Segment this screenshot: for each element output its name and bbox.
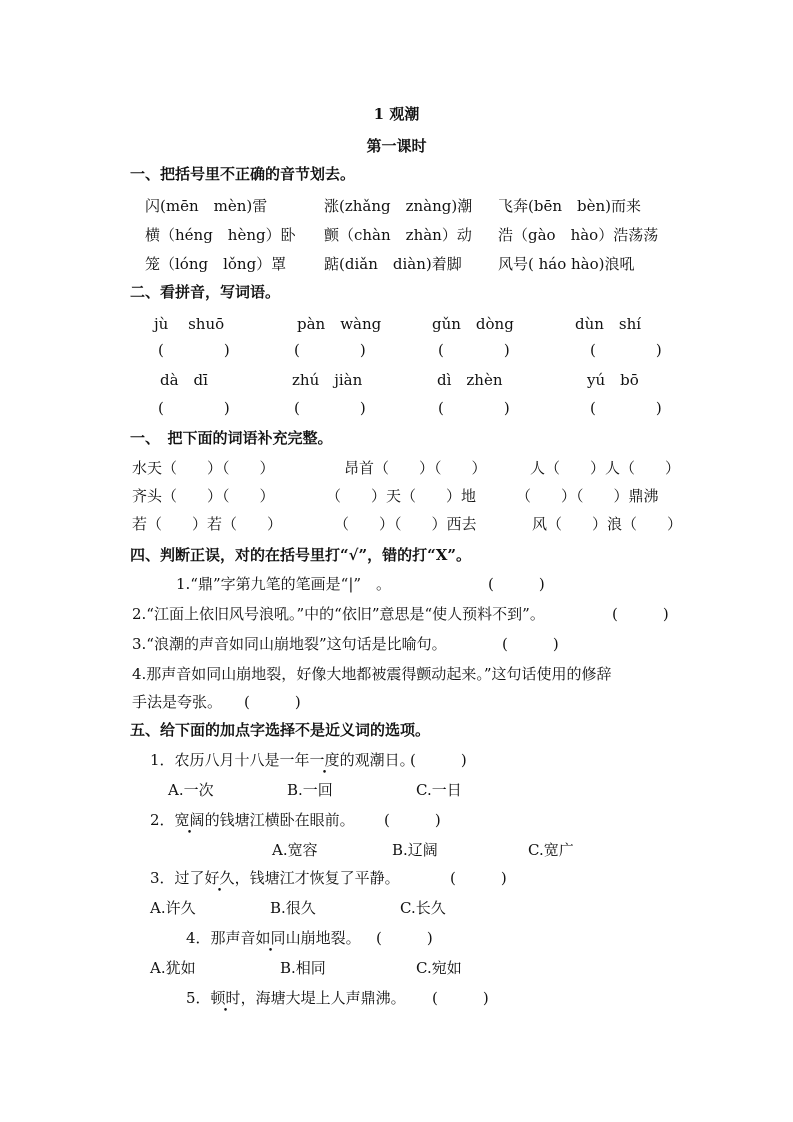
option-b[interactable]: B.一回 — [287, 781, 333, 799]
option-c[interactable]: C.宽广 — [528, 841, 574, 859]
answer-blank[interactable]: ( ) — [294, 341, 366, 359]
answer-blank[interactable]: ( ) — [432, 989, 489, 1007]
pinyin-item: 浩（gào hào）浩荡荡 — [498, 226, 659, 244]
pinyin-item: 风号( háo hào)浪吼 — [498, 255, 635, 273]
pinyin-item: 闪(mēn mèn)雷 — [145, 197, 268, 215]
answer-blank[interactable]: ( ) — [294, 399, 366, 417]
pinyin-prompt: dà dī — [160, 371, 208, 389]
answer-blank[interactable]: ( ) — [410, 751, 467, 769]
pinyin-item: 涨(zhǎng znàng)潮 — [324, 197, 473, 215]
answer-blank[interactable]: ( ) — [384, 811, 441, 829]
answer-blank[interactable]: ( ) — [612, 605, 669, 623]
judge-question-2: 2.“江面上依旧风号浪吼。”中的“依旧”意思是“使人预料不到”。 — [132, 605, 545, 623]
pinyin-item: 飞奔(bēn bèn)而来 — [498, 197, 641, 215]
pinyin-prompt: dì zhèn — [437, 371, 503, 389]
choice-question-2: 2．宽阔的钱塘江横卧在眼前。 — [150, 811, 355, 829]
option-a[interactable]: A.宽容 — [272, 841, 318, 859]
option-a[interactable]: A.许久 — [150, 899, 196, 917]
dotted-word: 宽阔 — [174, 811, 205, 829]
answer-blank[interactable]: ( ) — [502, 635, 559, 653]
option-c[interactable]: C.宛如 — [416, 959, 462, 977]
pinyin-prompt: dùn shí — [575, 315, 642, 333]
pinyin-prompt: yú bō — [587, 371, 639, 389]
option-c[interactable]: C.长久 — [400, 899, 446, 917]
word-fill-item[interactable]: 昂首（ ）（ ） — [344, 459, 487, 477]
answer-blank[interactable]: ( ) — [158, 341, 230, 359]
option-a[interactable]: A.一次 — [168, 781, 214, 799]
section-2-heading: 二、看拼音，写词语。 — [130, 283, 281, 301]
choice-question-1: 1．农历八月十八是一年一度的观潮日。 — [150, 751, 415, 769]
pinyin-prompt: pàn wàng — [297, 315, 382, 333]
answer-blank[interactable]: ( ) — [590, 399, 662, 417]
answer-blank[interactable]: ( ) — [376, 929, 433, 947]
pinyin-prompt: zhú jiàn — [292, 371, 363, 389]
choice-question-4: 4．那声音如同山崩地裂。 — [186, 929, 361, 947]
page-title: 1 观潮 — [373, 105, 420, 123]
answer-blank[interactable]: ( ) — [488, 575, 545, 593]
pinyin-prompt: gǔn dòng — [432, 315, 514, 333]
section-1-heading: 一、把括号里不正确的音节划去。 — [130, 165, 356, 183]
dotted-word: 好久 — [204, 869, 235, 887]
pinyin-item: 踮(diǎn diàn)着脚 — [324, 255, 462, 273]
judge-question-4-cont: 手法是夸张。 — [132, 693, 223, 711]
answer-blank[interactable]: ( ) — [244, 693, 301, 711]
section-4-heading: 四、判断正误，对的在括号里打“√”，错的打“X”。 — [130, 546, 472, 564]
judge-question-4: 4.那声音如同山崩地裂，好像大地都被震得颤动起来。”这句话使用的修辞 — [132, 665, 612, 683]
word-fill-item[interactable]: （ ）天（ ）地 — [326, 487, 477, 505]
choice-question-5: 5．顿时，海塘大堤上人声鼎沸。 — [186, 989, 406, 1007]
word-fill-item[interactable]: 若（ ）若（ ） — [132, 515, 283, 533]
pinyin-item: 颤（chàn zhàn）动 — [324, 226, 472, 244]
option-b[interactable]: B.相同 — [280, 959, 326, 977]
section-5-heading: 五、给下面的加点字选择不是近义词的选项。 — [130, 721, 431, 739]
judge-question-3: 3.“浪潮的声音如同山崩地裂”这句话是比喻句。 — [132, 635, 447, 653]
dotted-word: 如同 — [255, 929, 286, 947]
option-a[interactable]: A.犹如 — [150, 959, 196, 977]
word-fill-item[interactable]: 人（ ）人（ ） — [530, 459, 681, 477]
page-subtitle: 第一课时 — [366, 137, 427, 155]
answer-blank[interactable]: ( ) — [158, 399, 230, 417]
word-fill-item[interactable]: 水天（ ）（ ） — [132, 459, 275, 477]
choice-question-3: 3．过了好久，钱塘江才恢复了平静。 — [150, 869, 400, 887]
pinyin-prompt: jù shuō — [154, 315, 225, 333]
pinyin-item: 笼（lóng lǒng）罩 — [145, 255, 287, 273]
word-fill-item[interactable]: 齐头（ ）（ ） — [132, 487, 275, 505]
option-b[interactable]: B.很久 — [270, 899, 316, 917]
option-b[interactable]: B.辽阔 — [392, 841, 438, 859]
pinyin-item: 横（héng hèng）卧 — [145, 226, 296, 244]
dotted-word: 顿时 — [210, 989, 241, 1007]
word-fill-item[interactable]: （ ）（ ）西去 — [334, 515, 477, 533]
judge-question-1: 1.“鼎”字第九笔的笔画是“|” 。 — [176, 575, 392, 593]
word-fill-item[interactable]: （ ）（ ）鼎沸 — [516, 487, 659, 505]
answer-blank[interactable]: ( ) — [450, 869, 507, 887]
word-fill-item[interactable]: 风（ ）浪（ ） — [532, 515, 683, 533]
dotted-word: 一度 — [309, 751, 340, 769]
section-3-heading: 一、 把下面的词语补充完整。 — [130, 429, 333, 447]
answer-blank[interactable]: ( ) — [590, 341, 662, 359]
answer-blank[interactable]: ( ) — [438, 399, 510, 417]
answer-blank[interactable]: ( ) — [438, 341, 510, 359]
option-c[interactable]: C.一日 — [416, 781, 462, 799]
